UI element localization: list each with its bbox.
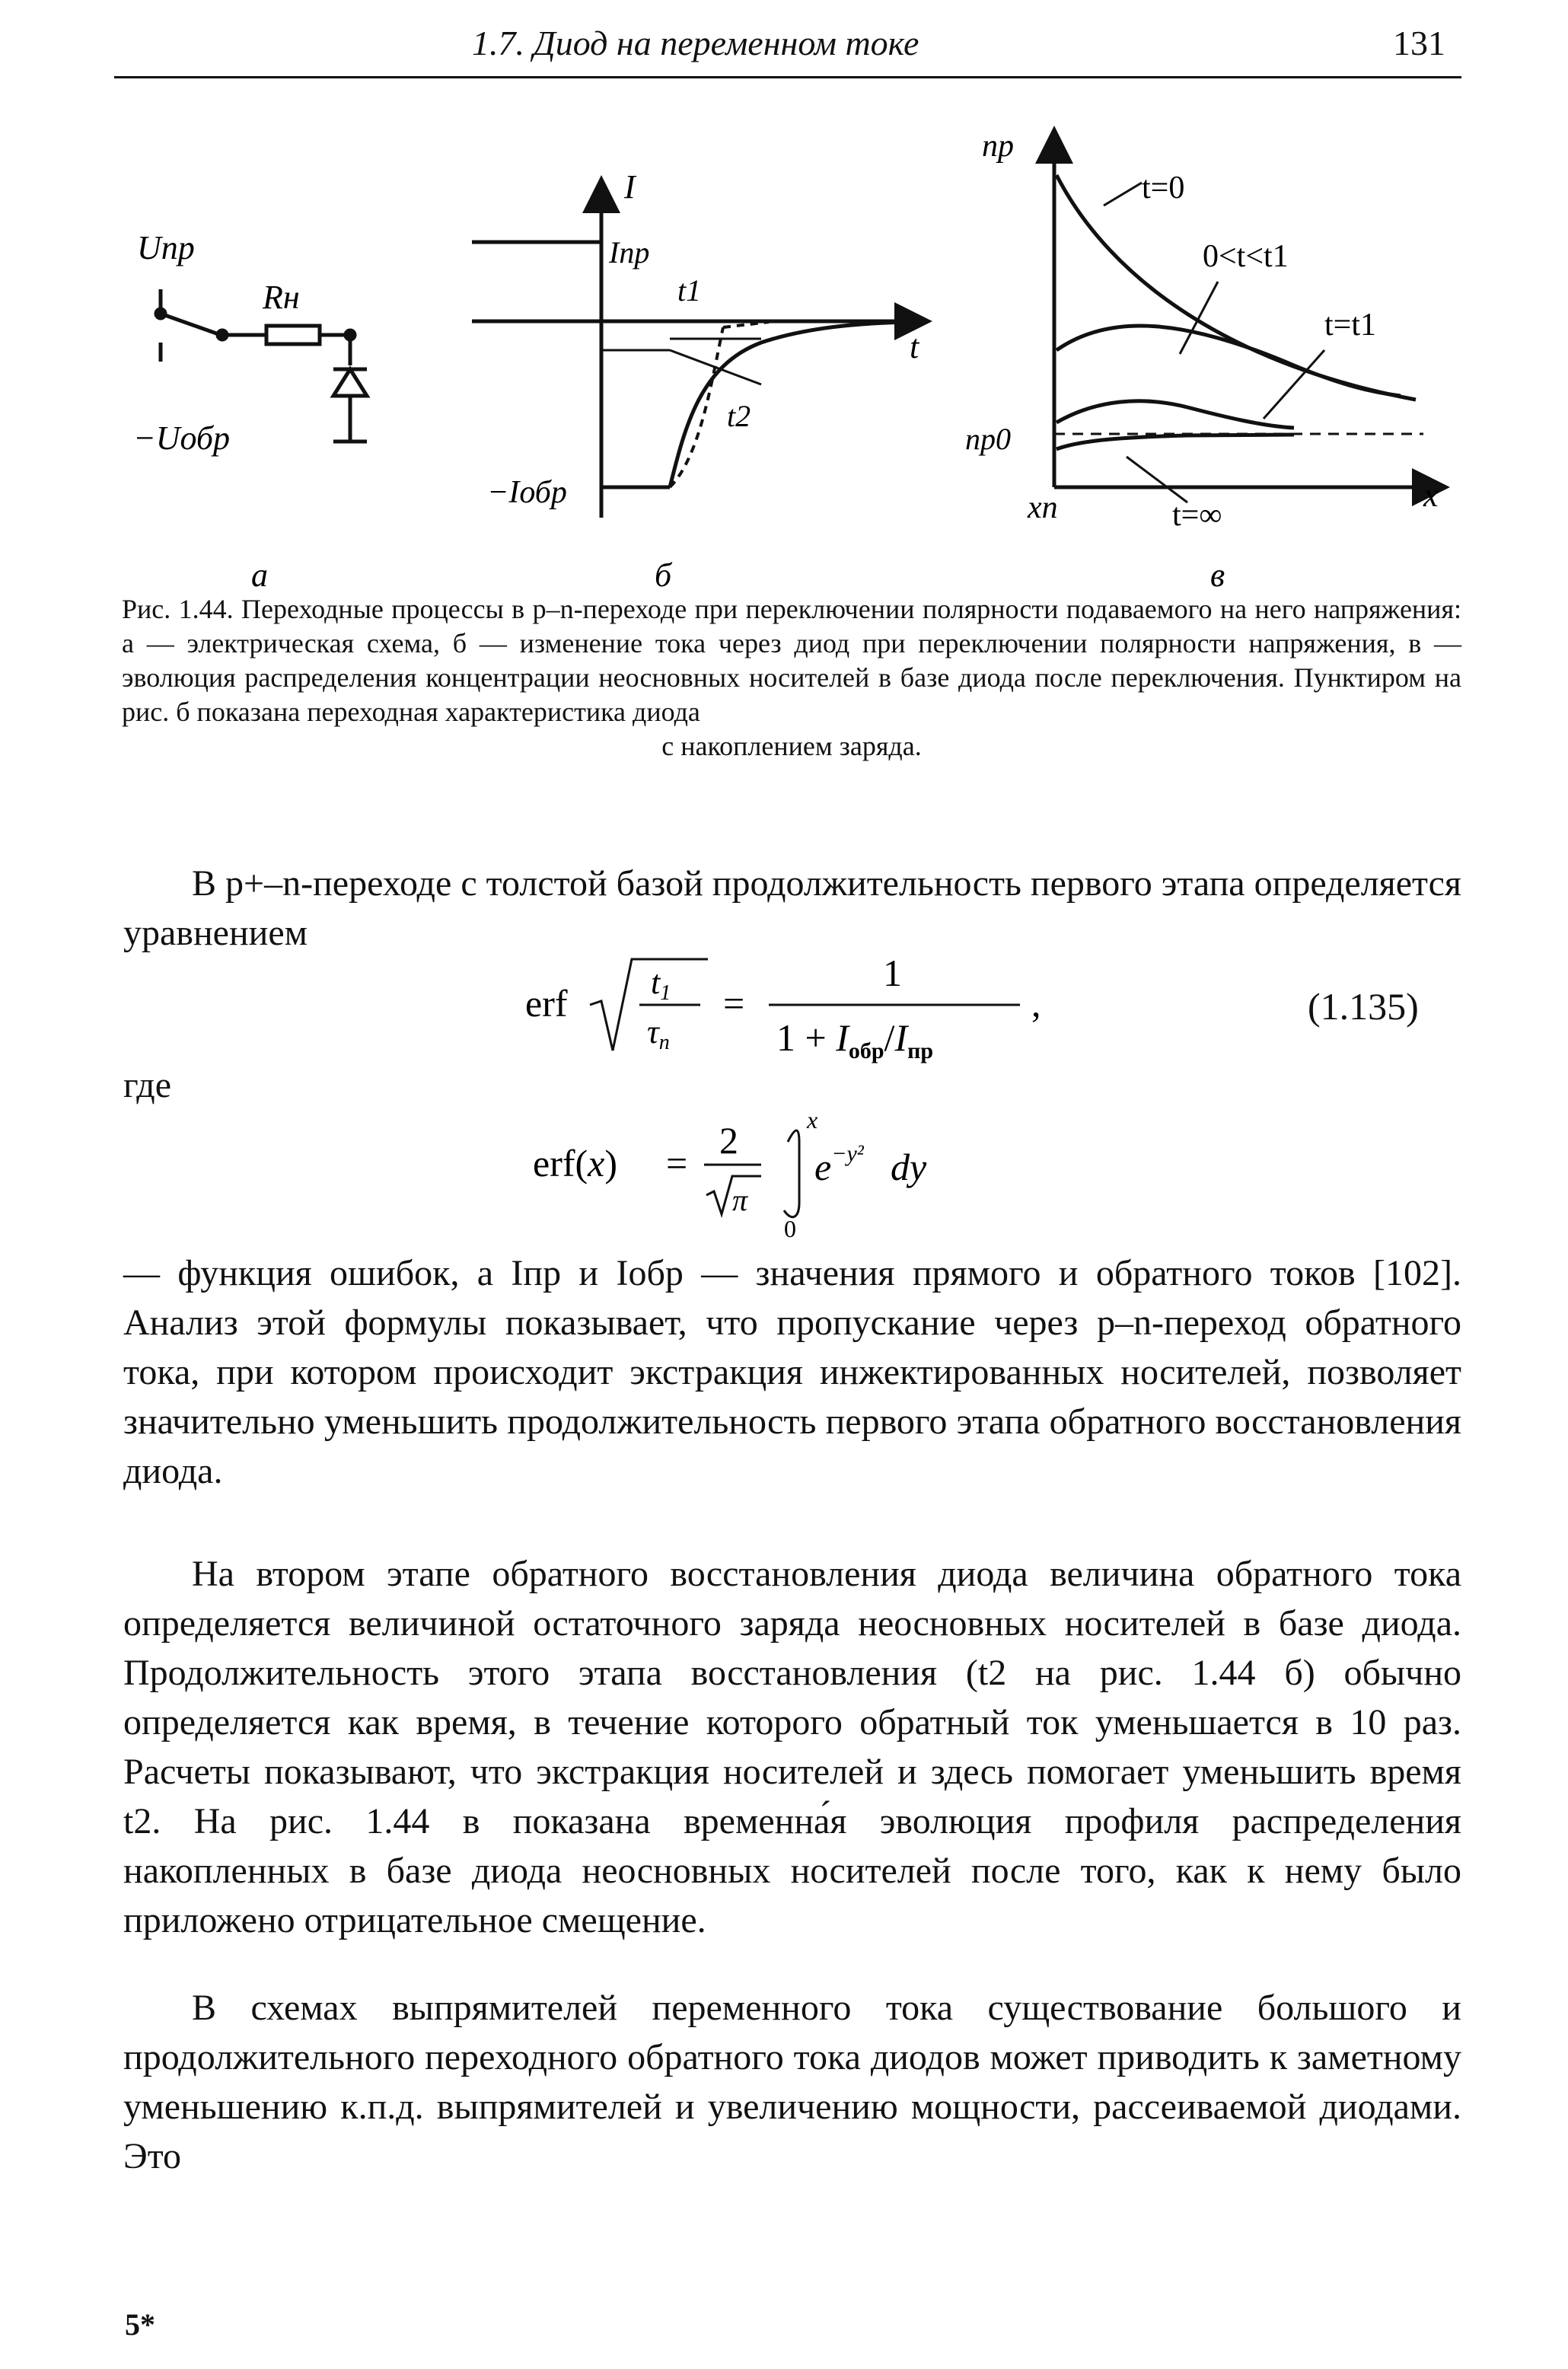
diode-symbol — [333, 369, 367, 396]
word-gde: где — [123, 1065, 172, 1105]
panel-label-a: а — [251, 556, 268, 594]
page-number: 131 — [1393, 24, 1445, 62]
svg-text:e−y²: $e^{-y^2}$ — [814, 1141, 864, 1188]
label-i-reverse: −Iобр — [487, 475, 567, 510]
svg-text:=: = — [666, 1142, 688, 1184]
svg-text:1 + Iобр/Iпр: $1 + I_{обр}/I_{пр}$ — [776, 1016, 934, 1063]
svg-text:2: 2 — [719, 1119, 738, 1162]
paragraph-4: В схемах выпрямителей переменного тока существование большого и продолжительного переходного обратного тока диодов может приводить к заметному уменьшению к.п.д. выпрямителей и увеличению мощности, рассеиваемой диодами. Это — [123, 1988, 1461, 2176]
recovery-curve — [670, 322, 913, 487]
label-resistor: Rн — [263, 279, 300, 316]
label-t1: t1 — [677, 273, 702, 308]
label-t2: t2 — [727, 399, 751, 433]
figure-caption — [122, 592, 1461, 764]
svg-text:τn: τn — [647, 1013, 670, 1054]
label-i-forward: Iпр — [609, 235, 650, 269]
equation-erf-definition — [533, 1111, 1066, 1250]
switch-blade — [161, 314, 221, 335]
svg-text:π: π — [732, 1183, 748, 1217]
svg-text:0: 0 — [784, 1215, 796, 1241]
label-t1: t=t1 — [1324, 308, 1377, 343]
svg-text:erf(x): erf(x) — [533, 1142, 618, 1184]
equation-1-135 — [525, 952, 1058, 1075]
svg-text:dy: dy — [891, 1146, 927, 1188]
curve-t0 — [1056, 175, 1416, 400]
paragraph-1: В p+–n-переходе с толстой базой продолжительность первого этапа определяется уравнением — [123, 863, 1461, 953]
label-u-forward: Uпр — [137, 229, 195, 266]
panel-b-current — [472, 179, 929, 518]
label-axis-i: I — [624, 168, 636, 206]
label-axis-x: x — [1423, 477, 1439, 514]
svg-text:=: = — [723, 982, 745, 1025]
svg-text:t1: t1 — [651, 964, 671, 1005]
caption-label: Рис. 1.44. — [122, 594, 234, 624]
label-t-between: 0<t<t1 — [1203, 239, 1289, 274]
panel-c-distribution — [1054, 129, 1446, 502]
label-axis-np: np — [982, 129, 1014, 164]
label-t0: t=0 — [1142, 171, 1185, 206]
panel-label-b: б — [655, 556, 672, 594]
equation-number: (1.135) — [1308, 985, 1419, 1028]
label-tinf: t=∞ — [1172, 498, 1222, 533]
curve-t1 — [1056, 401, 1294, 428]
caption-text: Переходные процессы в p–n-переходе при переключении полярности подаваемого на него напряжения: а — электрическая схема, б — изменение тока через диод при переключении полярности напряжения, в — эволюция распределения концентрации неосновных носителей в базе диода после переключения. Пунктиром на рис. б показана переходная характеристика диода — [122, 594, 1462, 727]
paragraph-3: На втором этапе обратного восстановления диода величина обратного тока определяется величиной остаточного заряда неосновных носителей в базе диода. Продолжительность этого этапа восстановления (t2 на рис. 1.44 б) обычно определяется как время, в течение которого обратный ток уменьшается в 10 раз. Расчеты показывают, что экстракция носителей и здесь помогает уменьшить время t2. На рис. 1.44 в показана временна́я эволюция профиля распределения накопленных в базе диода неосновных носителей после того, как к нему было приложено отрицательное смещение. — [123, 1554, 1461, 1940]
signature-mark: 5* — [125, 2307, 155, 2342]
resistor-rn — [266, 326, 320, 344]
svg-text:,: , — [1031, 982, 1041, 1025]
label-u-reverse: −Uобр — [133, 419, 231, 457]
caption-last-line: с накоплением заряда. — [661, 731, 922, 761]
running-header-title: 1.7. Диод на переменном токе — [472, 24, 919, 62]
svg-text:erf: erf — [525, 982, 568, 1025]
svg-text:x: x — [807, 1111, 818, 1133]
label-np0: np0 — [965, 422, 1011, 456]
curve-tinf — [1056, 435, 1294, 449]
svg-text:1: 1 — [883, 952, 902, 994]
figure-1-44 — [0, 0, 1568, 594]
panel-a-circuit — [156, 289, 367, 442]
t2-dim — [670, 350, 761, 384]
panel-label-c: в — [1210, 556, 1225, 594]
label-xn: xn — [1028, 490, 1058, 525]
paragraph-2: — функция ошибок, а Iпр и Iобр — значения прямого и обратного токов [102]. Анализ этой формулы показывает, что пропускание через p–n-переход обратного тока, при котором происходит экстракция инжектированных носителей, позволяет значительно уменьшить продолжительность первого этапа обратного восстановления диода. — [123, 1253, 1461, 1491]
label-axis-t: t — [910, 328, 919, 365]
